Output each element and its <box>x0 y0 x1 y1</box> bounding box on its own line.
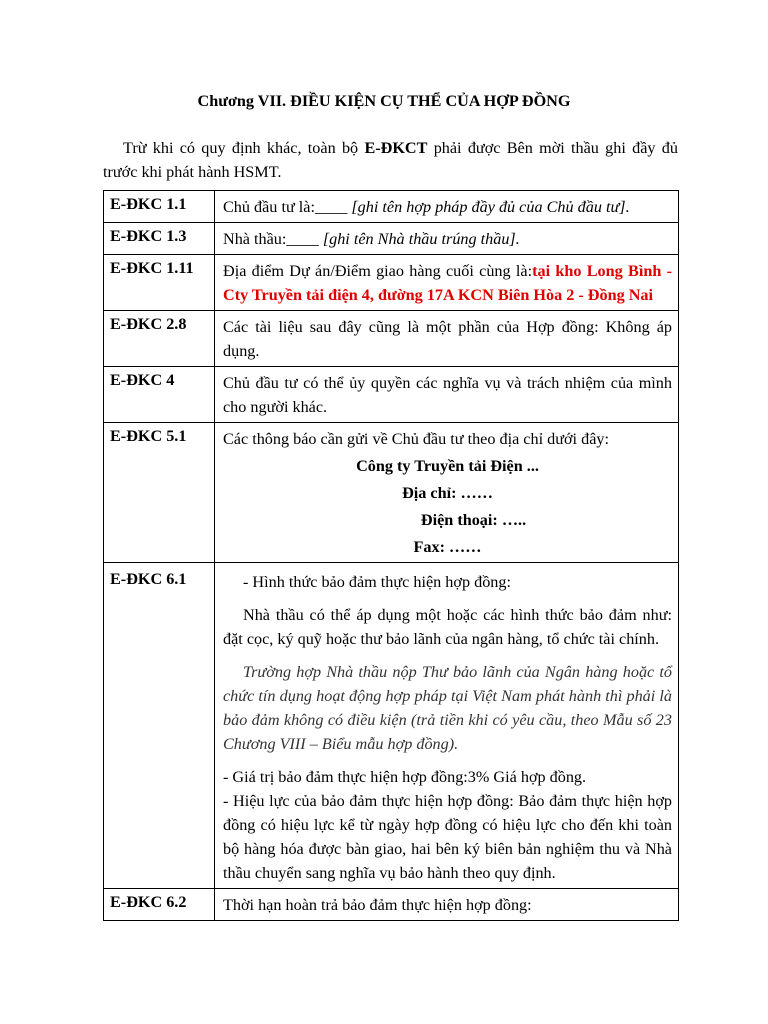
guarantee-validity: - Hiệu lực của bảo đảm thực hiện hợp đồng: Bảo đảm thực hiện hợp đồng có hiệu lực kể từ ngày hợp đồng có hiệu lực cho đến khi toàn bộ hàng hóa được bàn giao, hai bên ký biên bản nghiệm thu và Nhà thầu chuyển sang nghĩa vụ bảo hành theo quy định. <box>223 792 672 882</box>
table-row <box>104 223 679 255</box>
table-row <box>104 311 679 367</box>
notice-intro: Các thông báo cần gửi về Chủ đầu tư theo địa chỉ dưới đây: <box>223 430 609 448</box>
row-text <box>215 191 679 223</box>
table-row <box>104 191 679 223</box>
row-text: Các tài liệu sau đây cũng là một phần của Hợp đồng: Không áp dụng. <box>215 311 679 367</box>
table-row <box>104 563 679 889</box>
guarantee-options: Nhà thầu có thể áp dụng một hoặc các hình thức bảo đảm như: đặt cọc, ký quỹ hoặc thư bảo lãnh của ngân hàng, tổ chức tài chính. <box>223 606 672 648</box>
row-text <box>215 563 679 889</box>
row-text-main: Địa điểm Dự án/Điểm giao hàng cuối cùng là: <box>223 262 533 280</box>
row-text: Thời hạn hoàn trả bảo đảm thực hiện hợp đồng: <box>215 889 679 921</box>
row-code: E-ĐKC 1.11 <box>104 255 215 311</box>
row-code: E-ĐKC 6.1 <box>104 563 215 889</box>
guarantee-form: - Hình thức bảo đảm thực hiện hợp đồng: <box>243 573 511 591</box>
company-name: Công ty Truyền tải Điện ... <box>356 457 539 475</box>
guarantee-bank-note: Trường hợp Nhà thầu nộp Thư bảo lãnh của Ngân hàng hoặc tổ chức tín dụng hoạt động hợp pháp tại Việt Nam phát hành thì phải là bảo đảm không có điều kiện (trả tiền khi có yêu cầu, theo Mẫu số 23 Chương VIII – Biểu mẫu hợp đồng). <box>223 663 672 753</box>
row-text-italic: [ghi tên Nhà thầu trúng thầu]. <box>322 230 520 248</box>
row-text-main: Nhà thầu:____ <box>223 230 323 248</box>
chapter-title: Chương VII. ĐIỀU KIỆN CỤ THỂ CỦA HỢP ĐỒNG <box>197 92 571 110</box>
row-text-italic: [ghi tên hợp pháp đầy đủ của Chủ đầu tư]. <box>351 198 630 216</box>
row-text: Chủ đầu tư có thể ủy quyền các nghĩa vụ và trách nhiệm của mình cho người khác. <box>215 367 679 423</box>
company-fax: Fax: …… <box>413 538 482 556</box>
row-code: E-ĐKC 4 <box>104 367 215 423</box>
intro-bold: E-ĐKCT <box>364 139 428 157</box>
table-row <box>104 889 679 921</box>
conditions-table <box>103 190 679 921</box>
row-text <box>215 223 679 255</box>
table-row <box>104 367 679 423</box>
row-code: E-ĐKC 5.1 <box>104 423 215 563</box>
row-text <box>215 255 679 311</box>
intro-text-before: Trừ khi có quy định khác, toàn bộ <box>123 139 365 157</box>
intro-paragraph <box>103 136 678 184</box>
row-text <box>215 423 679 563</box>
intro-text-after: phải được Bên mời thầu ghi đầy đủ trước khi phát hành HSMT. <box>103 139 678 181</box>
row-text-main: Chủ đầu tư là:____ <box>223 198 352 216</box>
table-row <box>104 255 679 311</box>
delivery-location: tại kho Long Bình - Cty Truyền tải điện 4, đường 17A KCN Biên Hòa 2 - Đồng Nai <box>223 262 672 304</box>
row-code: E-ĐKC 2.8 <box>104 311 215 367</box>
guarantee-value: - Giá trị bảo đảm thực hiện hợp đồng:3% Giá hợp đồng. <box>223 768 587 786</box>
row-code: E-ĐKC 6.2 <box>104 889 215 921</box>
row-code: E-ĐKC 1.1 <box>104 191 215 223</box>
table-row <box>104 423 679 563</box>
company-phone: Điện thoại: ….. <box>420 511 527 529</box>
row-code: E-ĐKC 1.3 <box>104 223 215 255</box>
company-address: Địa chỉ: …… <box>402 484 493 502</box>
